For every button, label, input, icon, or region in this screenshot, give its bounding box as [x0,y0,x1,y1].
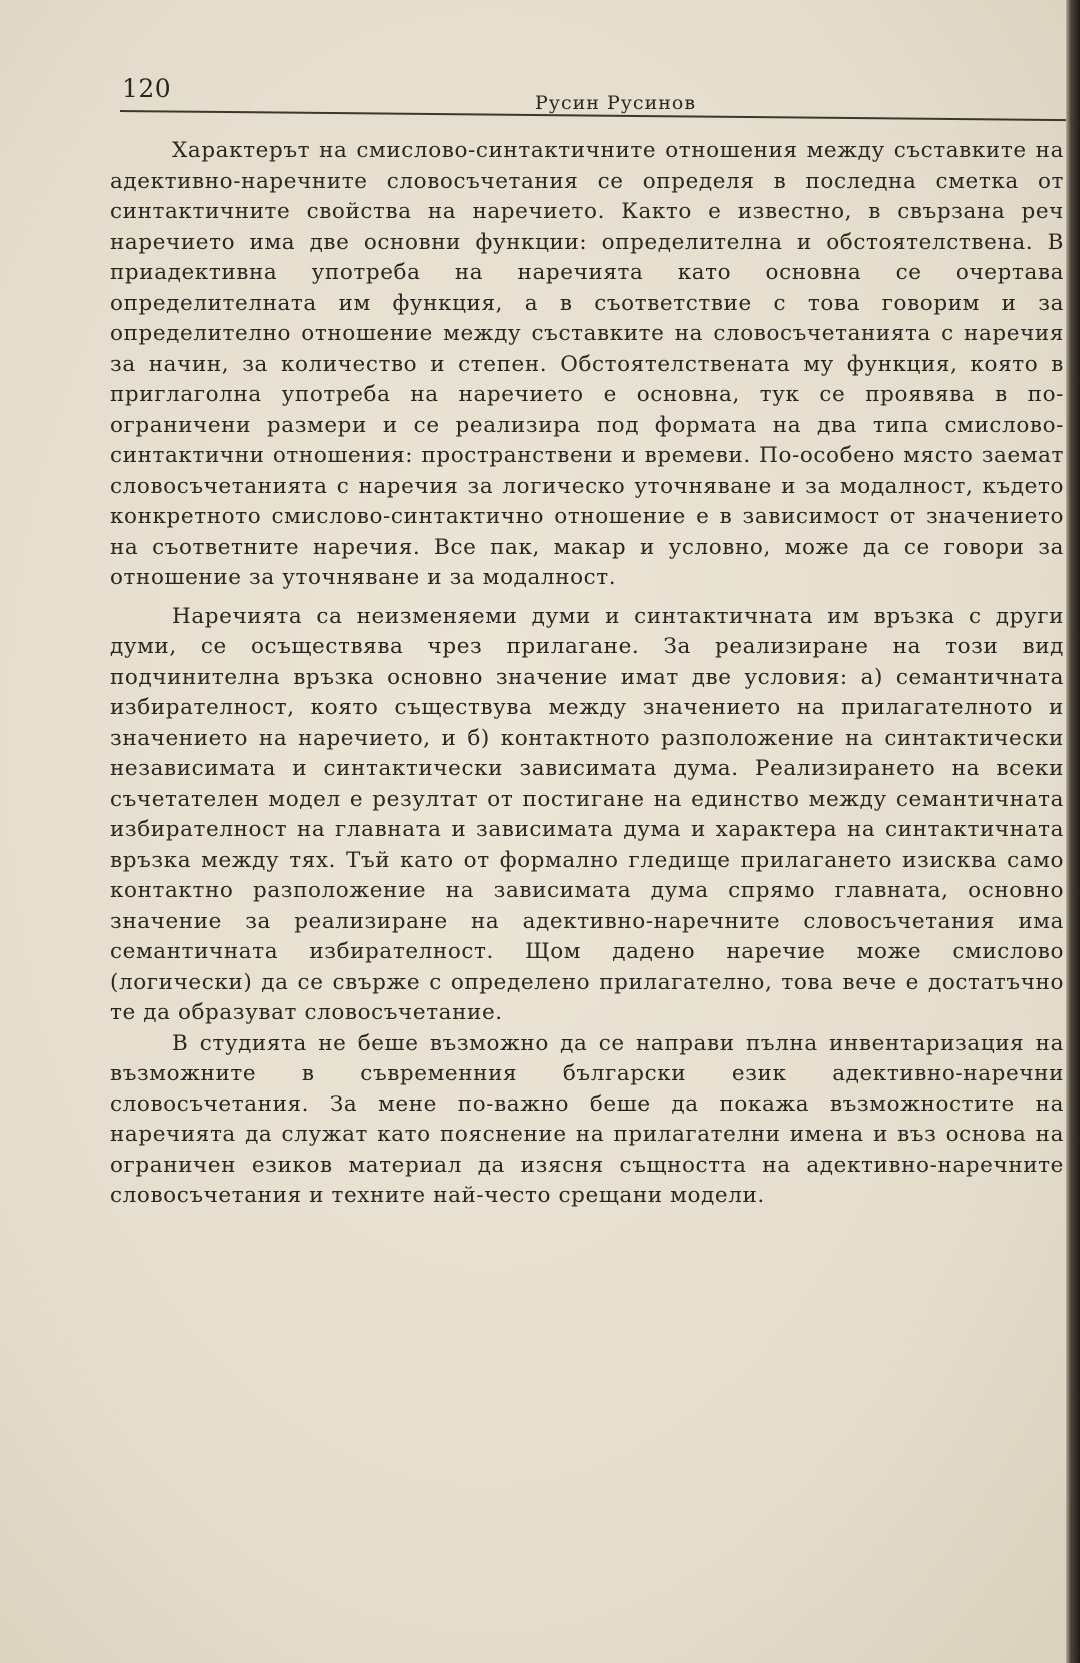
page-edge-shadow [1066,0,1080,1663]
page-number: 120 [122,74,172,103]
paragraph-1: Характерът на смислово-синтактичните отношения между съставките на адективно-наречните словосъчетания се определя в последна сметка от синтактичните свойства на наречието. Както е известно, в свързана реч наречието има две основни функции: определителна и обстоятелствена. В приадективна употреба на наречията като основна се очертава определителната им функция, а в съответствие с това говорим и за определително отношение между съставките на словосъчетанията с наречия за начин, за количество и степен. Обстоятелствената му функция, която в приглаголна употреба на наречието е основна, тук се проявява в по-ограничени размери и се реализира под формата на два типа смислово-синтактични отношения: пространствени и времеви. По-особено място заемат словосъчетанията с наречия за логическо уточняване и за модалност, където конкретното смислово-синтактично отношение е в зависимост от значението на съответните наречия. Все пак, макар и условно, може да се говори за отношение за уточняване и за модалност. [110,138,1064,590]
paragraph-3: В студията не беше възможно да се направи пълна инвентаризация на възможните в съвременния български език адективно-наречни словосъчетания. За мене по-важно беше да покажа възможностите на наречията да служат като пояснение на прилагателни имена и въз основа на ограничен езиков материал да изясня същността на адективно-наречните словосъчетания и техните най-често срещани модели. [110,1030,1064,1208]
running-head: Русин Русинов [535,92,697,114]
body-text [110,136,1064,1220]
paragraph-2: Наречията са неизменяеми думи и синтактичната им връзка с други думи, се осъществява чрез прилагане. За реализиране на този вид подчинителна връзка основно значение имат две условия: а) семантичната избирателност, която съществува между значението на прилагателното и значението на наречието, и б) контактното разположение на синтактически независимата и синтактически зависимата дума. Реализирането на всеки съчетателен модел е резултат от постигане на единство между семантичната избирателност на главната и зависимата дума и характера на синтактичната връзка между тях. Тъй като от формално гледище прилагането изисква само контактно разположение на зависимата дума спрямо главната, основно значение за реализиране на адективно-наречните словосъчетания има семантичната избирателност. Щом дадено наречие може смислово (логически) да се свърже с определено прилагателно, това вече е достатъчно те да образуват словосъчетание. [110,603,1064,1025]
